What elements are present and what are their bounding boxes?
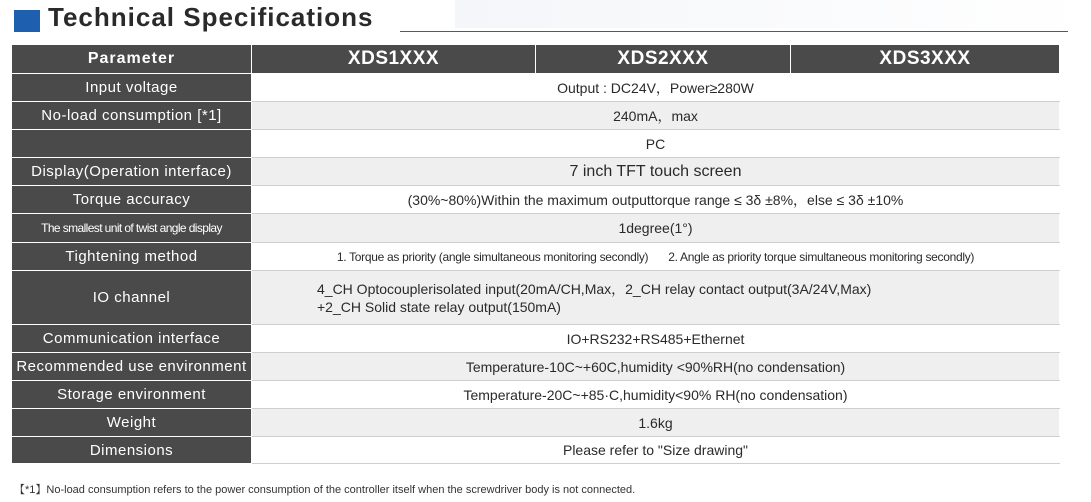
value-io-channel: [252, 271, 1060, 325]
title-rule: [400, 31, 1068, 32]
section-header: [0, 0, 1091, 40]
param-display: Display(Operation interface): [12, 158, 252, 186]
table-row: [12, 130, 1060, 158]
value-smallest-unit: 1degree(1°): [252, 214, 1060, 243]
param-recommended-env: Recommended use environment: [12, 353, 252, 381]
header-model-2: XDS2XXX: [536, 45, 791, 74]
param-dimensions: Dimensions: [12, 437, 252, 464]
tightening-option-2: 2. Angle as priority torque simultaneous monitoring secondly): [668, 249, 975, 264]
table-header-row: [12, 45, 1060, 74]
param-no-load-consumption: No-load consumption [*1]: [12, 102, 252, 130]
param-storage-env: Storage environment: [12, 381, 252, 409]
param-empty: [12, 130, 252, 158]
table-row: [12, 353, 1060, 381]
table-row: [12, 381, 1060, 409]
table-row: [12, 186, 1060, 214]
table-row: [12, 74, 1060, 102]
table-row: [12, 271, 1060, 325]
table-row: [12, 214, 1060, 243]
page-title: Technical Specifications: [48, 2, 374, 32]
param-smallest-unit: The smallest unit of twist angle display: [12, 214, 252, 243]
value-input-voltage: Output : DC24V，Power≥280W: [252, 74, 1060, 102]
value-pc: PC: [252, 130, 1060, 158]
header-parameter: Parameter: [12, 45, 252, 74]
table-row: [12, 325, 1060, 353]
value-display: 7 inch TFT touch screen: [252, 158, 1060, 186]
io-line-2: +2_CH Solid state relay output(150mA): [317, 298, 561, 315]
value-tightening-method: [252, 243, 1060, 271]
param-torque-accuracy: Torque accuracy: [12, 186, 252, 214]
tightening-option-1: 1. Torque as priority (angle simultaneous monitoring secondly): [336, 249, 649, 264]
table-row: [12, 409, 1060, 437]
param-io-channel: IO channel: [12, 271, 252, 325]
footnote: 【*1】No-load consumption refers to the power consumption of the controller itself when the screwdriver body is not connected.: [14, 484, 636, 496]
value-torque-accuracy: (30%~80%)Within the maximum outputtorque range ≤ 3δ ±8%，else ≤ 3δ ±10%: [252, 186, 1060, 214]
value-communication: IO+RS232+RS485+Ethernet: [252, 325, 1060, 353]
title-square-icon: [14, 10, 40, 32]
param-communication: Communication interface: [12, 325, 252, 353]
value-no-load-consumption: 240mA，max: [252, 102, 1060, 130]
header-fade: [455, 0, 1091, 28]
spec-table: [11, 44, 1060, 464]
header-model-3: XDS3XXX: [791, 45, 1060, 74]
value-storage-env: Temperature-20C~+85·C,humidity<90% RH(no condensation): [252, 381, 1060, 409]
value-dimensions: Please refer to "Size drawing": [252, 437, 1060, 464]
value-recommended-env: Temperature-10C~+60C,humidity <90%RH(no condensation): [252, 353, 1060, 381]
table-row: [12, 437, 1060, 464]
param-weight: Weight: [12, 409, 252, 437]
header-model-1: XDS1XXX: [252, 45, 536, 74]
value-weight: 1.6kg: [252, 409, 1060, 437]
table-row: [12, 243, 1060, 271]
table-row: [12, 158, 1060, 186]
param-input-voltage: Input voltage: [12, 74, 252, 102]
table-row: [12, 102, 1060, 130]
param-tightening-method: Tightening method: [12, 243, 252, 271]
io-line-1: 4_CH Optocouplerisolated input(20mA/CH,Max，2_CH relay contact output(3A/24V,Max): [317, 280, 872, 297]
